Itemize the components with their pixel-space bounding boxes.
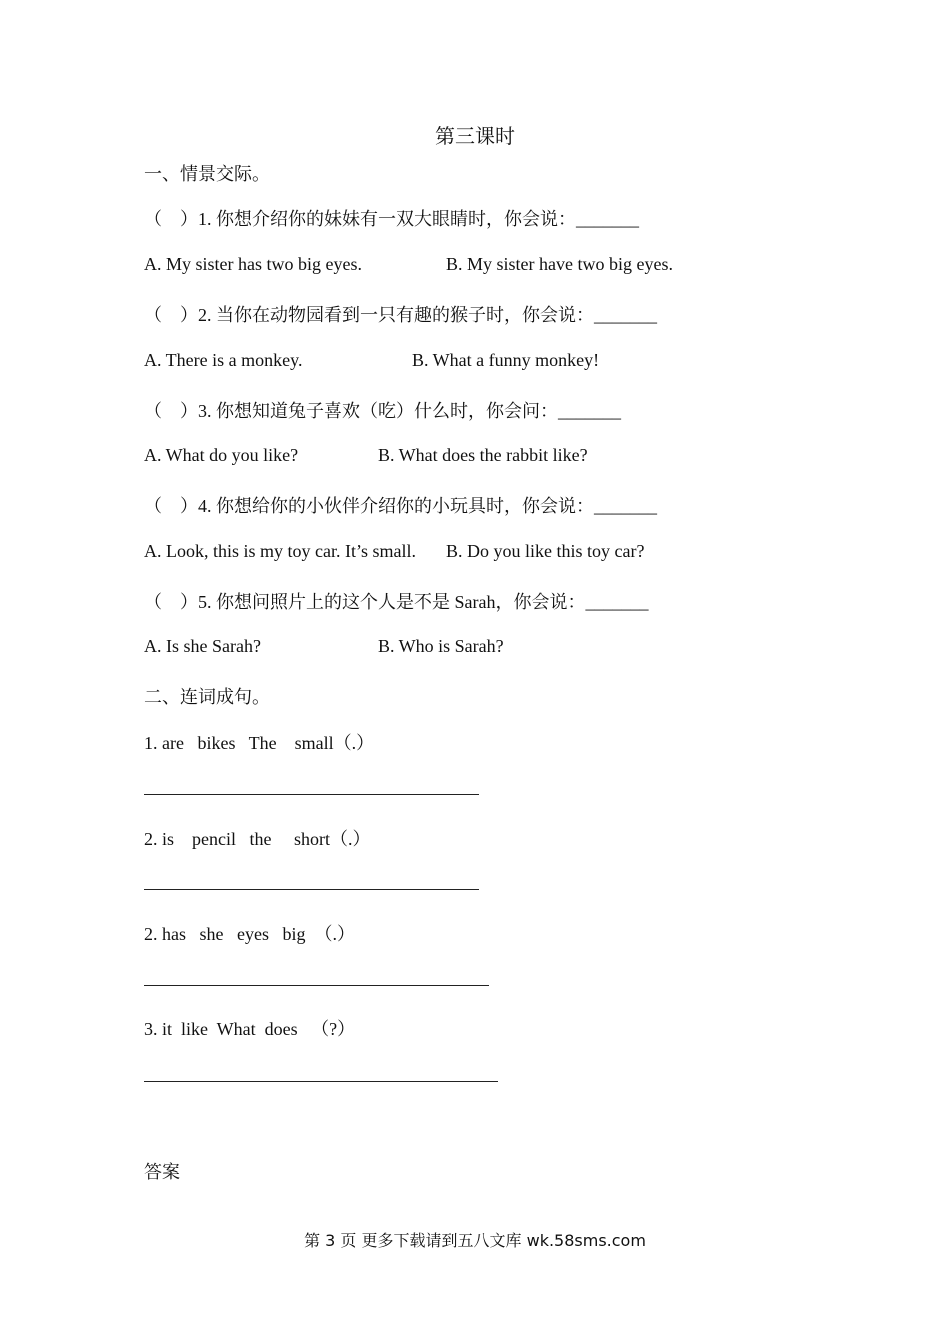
question-1-prompt: （ ）1. 你想介绍你的妹妹有一双大眼睛时，你会说：_______ <box>144 209 639 229</box>
answer-blank-3 <box>144 985 489 986</box>
page-footer: 第 3 页 更多下载请到五八文库 wk.58sms.com <box>304 1231 646 1250</box>
answer-blank-1 <box>144 794 479 795</box>
answer-blank-4 <box>144 1081 498 1082</box>
word-order-item-4: 3. it like What does （?） <box>144 1019 356 1039</box>
question-2-option-a: A. There is a monkey. <box>144 350 303 370</box>
question-3-prompt: （ ）3. 你想知道兔子喜欢（吃）什么时，你会问：_______ <box>144 401 621 421</box>
question-1-option-b: B. My sister have two big eyes. <box>446 254 673 274</box>
section1-heading: 一、情景交际。 <box>144 164 270 184</box>
section2-heading: 二、连词成句。 <box>144 687 270 707</box>
question-4-prompt: （ ）4. 你想给你的小伙伴介绍你的小玩具时，你会说：_______ <box>144 496 657 516</box>
question-3-option-a: A. What do you like? <box>144 445 299 465</box>
question-5-option-a: A. Is she Sarah? <box>144 636 261 656</box>
answer-blank-2 <box>144 889 479 890</box>
question-1-option-a: A. My sister has two big eyes. <box>144 254 362 274</box>
question-2-prompt: （ ）2. 当你在动物园看到一只有趣的猴子时，你会说：_______ <box>144 305 657 325</box>
word-order-item-2: 2. is pencil the short（.） <box>144 829 371 849</box>
word-order-item-1: 1. are bikes The small（.） <box>144 733 375 753</box>
page-title: 第三课时 <box>435 126 515 148</box>
question-4-option-a: A. Look, this is my toy car. It’s small. <box>144 541 416 561</box>
question-4-option-b: B. Do you like this toy car? <box>446 541 645 561</box>
question-2-option-b: B. What a funny monkey! <box>412 350 600 370</box>
answer-heading: 答案 <box>144 1162 180 1182</box>
question-3-option-b: B. What does the rabbit like? <box>378 445 588 465</box>
question-5-option-b: B. Who is Sarah? <box>378 636 504 656</box>
word-order-item-3: 2. has she eyes big （.） <box>144 924 355 944</box>
question-5-prompt: （ ）5. 你想问照片上的这个人是不是 Sarah，你会说：_______ <box>144 592 649 612</box>
